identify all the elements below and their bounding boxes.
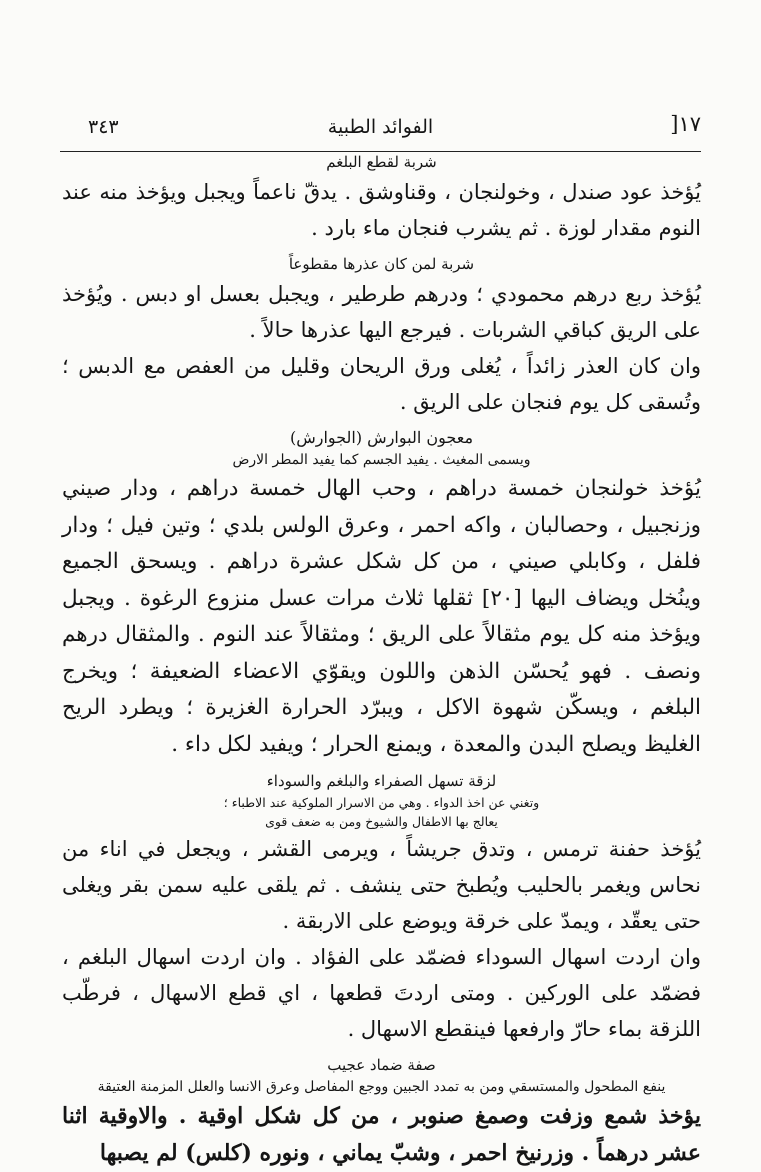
paragraph: يُؤخذ ربع درهم محمودي ؛ ودرهم طرطير ، ويجبل بعسل او دبس . ويُؤخذ على الريق كباقي الشربات . فيرجع اليها عذرها حالاً . [62, 282, 701, 342]
paragraph: وان كان العذر زائداً ، يُغلى ورق الريحان وقليل من العفص مع الدبس ؛ وتُسقى كل يوم فنجان على الريق . [62, 354, 701, 414]
running-title: الفوائد الطبية [327, 116, 434, 138]
section-subheading: يعالج بها الاطفال والشيوخ ومن به ضعف قوى [265, 814, 498, 829]
section-heading: شربة لقطع البلغم [326, 153, 437, 171]
section-subheading: وتغني عن اخذ الدواء . وهي من الاسرار الملوكية عند الاطباء ؛ [223, 795, 540, 810]
page-number: ٣٤٣ [88, 116, 119, 138]
page-body [62, 150, 701, 1166]
running-header [60, 108, 701, 148]
section-subheading: ويسمى المغيث . يفيد الجسم كما يفيد المطر الارض [232, 452, 531, 468]
section-heading: شربة لمن كان عذرها مقطوعاً [288, 255, 475, 273]
paragraph: وان اردت اسهال السوداء فضمّد على الفؤاد . وان اردت اسهال البلغم ، فضمّد على الوركين . ومتى اردتَ قطعها ، اي قطع الاسهال ، فرطّب اللزقة بماء حارّ وارفعها فينقطع الاسهال . [62, 945, 701, 1041]
section-heading: لزقة تسهل الصفراء والبلغم والسوداء [266, 772, 497, 790]
paragraph: يُؤخذ حفنة ترمس ، وتدق جريشاً ، ويرمى القشر ، ويجعل في اناء من نحاس ويغمر بالحليب ويُطبخ حتى ينشف . ثم يلقى عليه سمن بقر ويغلى حتى يعقّد ، ويمدّ على خرقة ويوضع على الاربقة . [62, 837, 701, 933]
paragraph: يُؤخذ عود صندل ، وخولنجان ، وقناوشق . يدقّ ناعماً ويجبل ويؤخذ منه عند النوم مقدار لوزة . ثم يشرب فنجان ماء بارد . [62, 180, 701, 240]
section-marker: ]١٧ [670, 112, 701, 136]
paragraph: يُؤخذ خولنجان خمسة دراهم ، وحب الهال خمسة دراهم ، ودار صيني وزنجبيل ، وحصالبان ، واكه احمر ، وعرق الولس بلدي ؛ وتين فيل ؛ ودار فلفل ، وكابلي صيني ، من كل شكل عشرة دراهم . ويسحق الجميع وينُخل ويضاف اليها [٢٠] ثقلها ثلاث مرات عسل منزوع الرغوة . ويجبل ويؤخذ منه كل يوم مثقالاً على الريق ؛ ومثقالاً عند النوم . والمثقال درهم ونصف . فهو يُحسّن الذهن واللون ويقوّي الاعضاء الضعيفة ؛ ويخرج البلغم ، ويسكّن شهوة الاكل ، ويبرّد الحرارة الغزيرة ؛ ويطرد الريح الغليظ ويصلح البدن والمعدة ، ويمنع الحرار ؛ ويفيد لكل داء . [62, 476, 701, 757]
section-subheading: ينفع المطحول والمستسقي ومن به تمدد الجبين ووجع المفاصل وعرق الانسا والعلل المزمنة العتيقة [97, 1079, 666, 1095]
section-heading: صفة ضماد عجيب [327, 1056, 436, 1074]
section-heading: معجون البوارش (الجوارش) [289, 428, 474, 447]
paragraph: يؤخذ شمع وزفت وصمغ صنوبر ، من كل شكل اوقية . والاوقية اثنا عشر درهماً . وزرنيخ احمر ، وشبّ يماني ، ونوره (كلس) لم يصبها [62, 1103, 701, 1166]
